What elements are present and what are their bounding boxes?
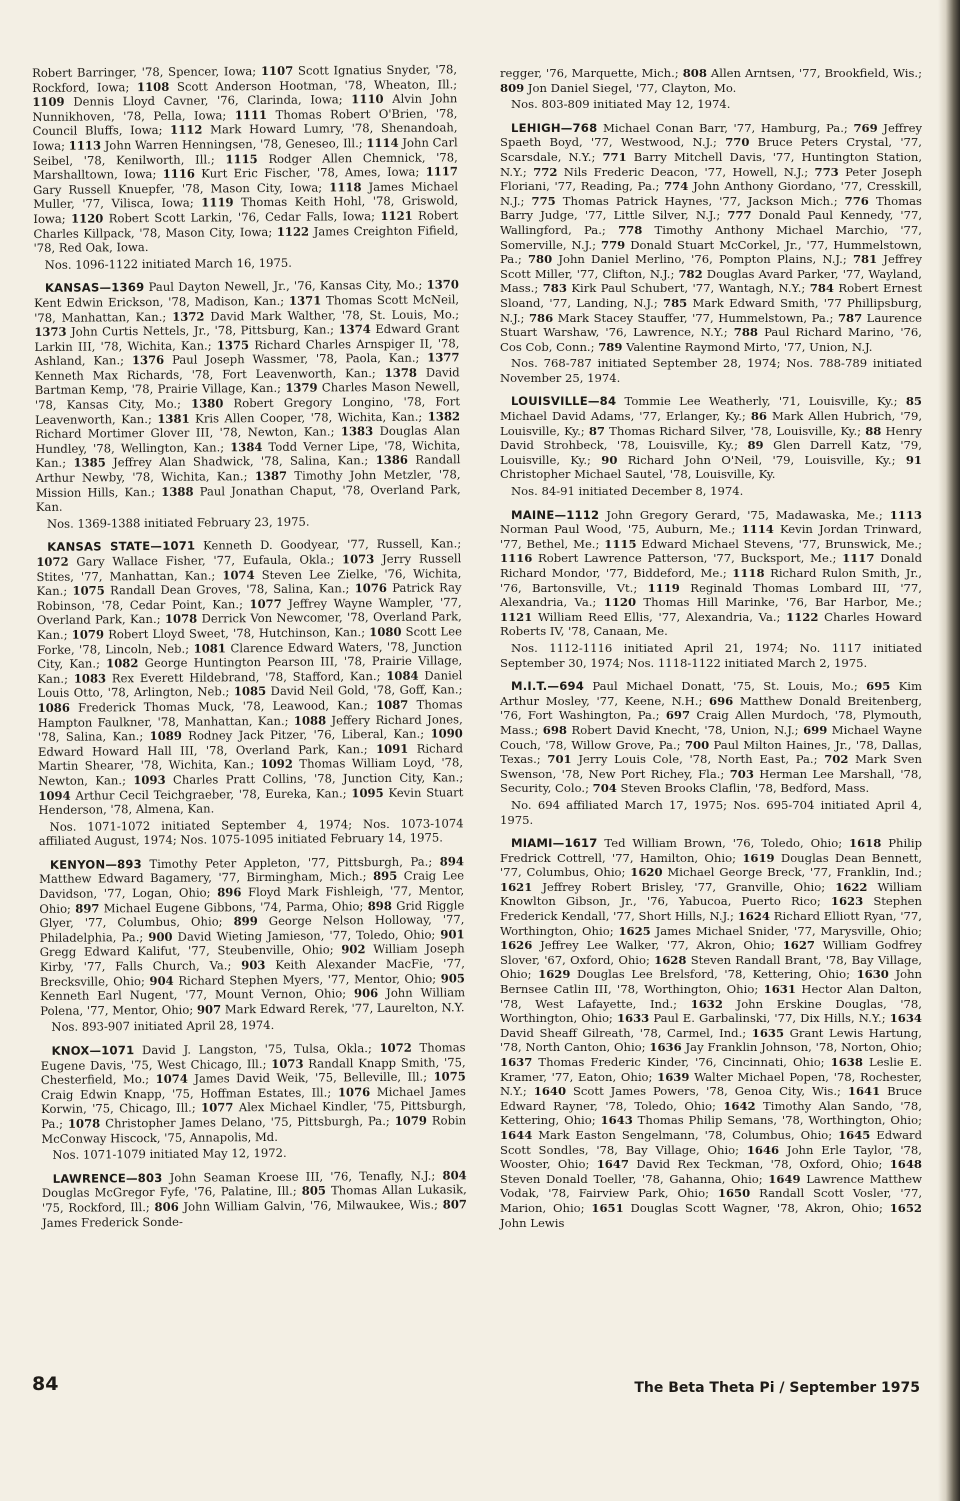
chapter-entry: KANSAS—1369 Paul Dayton Newell, Jr., '76, Kansas City, Mo.; 1370 Kent Edwin Erickson, '78, Madison, Kan.; 1371 Thomas Scott McNeil, '78, Manhattan, Kan.; 1372 David Mark Walther, '78, St. Louis, Mo.; 1373 John Curtis Nettels, Jr., '78, Pittsburg, Kan.; 1374 Edward Grant Larkin III, '78, Wichita, Kan.; 1375 Richard Charles Arnspiger II, '78, Ashland, Kan.; 1376 Paul Joseph Wassmer, '78, Paola, Kan.; 1377 Kenneth Max Richards, '78, Fort Leavenworth, Kan.; 1378 David Bartman Kemp, '78, Prairie Village, Kan.; 1379 Charles Mason Newell, '78, Kansas City, Mo.; 1380 Robert Gregory Longino, '78, Fort Leavenworth, Kan.; 1381 Kris Allen Cooper, '78, Wichita, Kan.; 1382 Richard Mortimer Glover III, '78, Newton, Kan.; 1383 Douglas Alan Hundley, '78, Wellington, Kan.; 1384 Todd Verner Lipe, '78, Wichita, Kan.; 1385 Jeffrey Alan Shadwick, '78, Salina, Kan.; 1386 Randall Arthur Newby, '78, Wichita, Kan.; 1387 Timothy John Metzler, '78, Mission Hills, Kan.; 1388 Paul Jonathan Chaput, '78, Overland Park, Kan. xyxy=(34,277,461,515)
member-number: 1114 xyxy=(741,522,774,537)
chapter-entry: KNOX—1071 David J. Langston, '75, Tulsa, Okla.; 1072 Thomas Eugene Davis, '75, West Chicago, Ill.; 1073 Randall Knapp Smith, '75, Chesterfield, Mo.; 1074 James David Weik, '75, Belleville, Ill.; 1075 Craig Edwin Knapp, '75, Hoffman Estates, Ill.; 1076 Michael James Korwin, '75, Chicago, Ill.; 1077 Alex Michael Kindler, '75, Pittsburgh, Pa.; 1078 Christopher James Delano, '75, Pittsburgh, Pa.; 1079 Robin McConway Hiscock, '75, Annapolis, Md. xyxy=(40,1040,467,1146)
member-number: 895 xyxy=(372,869,398,884)
member-number: 1625 xyxy=(618,923,651,938)
continued-entry: regger, '76, Marquette, Mich.; 808 Allen Arntsen, '77, Brookfield, Wis.; 809 Jon Daniel Siegel, '77, Clayton, Mo. xyxy=(500,66,922,95)
member-number: 1373 xyxy=(34,324,67,340)
member-number: 771 xyxy=(602,149,627,164)
member-number: 781 xyxy=(852,252,878,267)
member-number: 1116 xyxy=(162,166,196,182)
member-number: 1073 xyxy=(271,1056,304,1071)
member-number: 1380 xyxy=(191,396,224,411)
member-number: 1636 xyxy=(649,1040,682,1055)
member-number: 1627 xyxy=(782,938,815,953)
member-number: 1387 xyxy=(254,468,288,484)
member-number: 1643 xyxy=(600,1113,633,1128)
member-number: 1620 xyxy=(630,865,663,880)
member-number: 85 xyxy=(905,394,922,409)
member-number: 700 xyxy=(684,737,710,752)
initiation-note: Nos. 1071-1079 initiated May 12, 1972. xyxy=(52,1145,287,1163)
member-number: 1386 xyxy=(375,453,409,468)
member-number: 1115 xyxy=(225,151,258,166)
member-number: 773 xyxy=(814,164,839,179)
continued-entry: Robert Barringer, '78, Spencer, Iowa; 1107 Scott Ignatius Snyder, '78, Rockford, Iowa; 1108 Scott Anderson Hootman, '78, Wheaton, Ill.; 1109 Dennis Lloyd Cavner, '76, Clarinda, Iowa; 1110 Alvin John Nunnikhoven, '78, Pella, Iowa; 1111 Thomas Robert O'Brien, '78, Council Bluffs, Iowa; 1112 Mark Howard Lumry, '78, Shenandoah, Iowa; 1113 John Warren Henningsen, '78, Geneseo, Ill.; 1114 John Carl Seibel, '78, Kenilworth, Ill.; 1115 Rodger Allen Chemnick, '78, Marshalltown, Iowa; 1116 Kurt Eric Fischer, '78, Ames, Iowa; 1117 Gary Russell Knuepfer, '78, Mason City, Iowa; 1118 James Michael Muller, '77, Vilisca, Iowa; 1119 Thomas Keith Hohl, '78, Griswold, Iowa; 1120 Robert Scott Larkin, '76, Cedar Falls, Iowa; 1121 Robert Charles Killpack, '78, Mason City, Iowa; 1122 James Creighton Fifield, '78, Red Oak, Iowa. xyxy=(32,62,459,256)
chapter-entry: LEHIGH—768 Michael Conan Barr, '77, Hamburg, Pa.; 769 Jeffrey Spaeth Boyd, '77, Westwood, N.J.; 770 Bruce Peters Crystal, '77, Scarsdale, N.Y.; 771 Barry Mitchell Davis, '77, Huntington Station, N.Y.; 772 Nils Frederic Deacon, '77, Howell, N.J.; 773 Peter Joseph Floriani, '77, Reading, Pa.; 774 John Anthony Giordano, '77, Cresskill, N.J.; 775 Thomas Patrick Haynes, '77, Jackson Mich.; 776 Thomas Barry Judge, '77, Little Silver, N.J.; 777 Donald Paul Kennedy, '77, Wallingford, Pa.; 778 Timothy Anthony Michael Marchio, '77, Somerville, N.J.; 779 Donald Stuart McCorkel, Jr., '77, Hummelstown, Pa.; 780 John Daniel Merlino, '76, Pompton Plains, N.J.; 781 Jeffrey Scott Miller, '77, Clifton, N.J.; 782 Douglas Avard Parker, '77, Wayland, Mass.; 783 Kirk Paul Schubert, '77, Wantagh, N.Y.; 784 Robert Ernest Sloand, '77, Landing, N.J.; 785 Mark Edward Smith, '77 Phillipsburg, N.J.; 786 Mark Stacey Stauffer, '77, Hummelstown, Pa.; 787 Laurence Stuart Warshaw, '76, Lawrence, N.Y.; 788 Paul Richard Marino, '76, Cos Cob, Conn.; 789 Valentine Raymond Mirto, '77, Union, N.J. xyxy=(500,120,923,354)
member-number: 1080 xyxy=(369,624,402,640)
binding-shadow xyxy=(938,0,960,1501)
chapter-heading: MAINE—1112 xyxy=(511,507,600,522)
member-number: 1079 xyxy=(394,1113,428,1128)
member-number: 698 xyxy=(542,722,567,737)
member-number: 808 xyxy=(682,66,707,80)
member-number: 1083 xyxy=(73,671,107,686)
member-number: 1112 xyxy=(170,122,203,138)
member-number: 899 xyxy=(233,914,258,929)
member-number: 1641 xyxy=(847,1084,881,1099)
chapter-heading: M.I.T.—694 xyxy=(511,679,585,694)
chapter-entry: MAINE—1112 John Gregory Gerard, '75, Madawaska, Me.; 1113 Norman Paul Wood, '75, Auburn, Me.; 1114 Kevin Jordan Trinward, '77, Bethel, Me.; 1115 Edward Michael Stevens, '77, Brunswick, Me.; 1116 Robert Lawrence Patterson, '77, Bucksport, Me.; 1117 Donald Richard Mondor, '77, Biddeford, Me.; 1118 Richard Rulon Smith, Jr., '76, Bartonsville, Vt.; 1119 Reginald Thomas Lombard III, '77, Alexandria, Va.; 1120 Thomas Hill Marinke, '76, Bar Harbor, Me.; 1121 William Reed Ellis, '77, Alexandria, Va.; 1122 Charles Howard Roberts IV, '78, Canaan, Me. xyxy=(500,507,923,639)
member-number: 1376 xyxy=(131,353,165,368)
running-footer: The Beta Theta Pi / September 1975 xyxy=(634,1380,920,1396)
member-number: 1107 xyxy=(260,63,294,79)
member-number: 772 xyxy=(533,164,558,179)
member-number: 1623 xyxy=(830,894,864,909)
member-number: 1084 xyxy=(386,668,419,683)
member-number: 1111 xyxy=(234,107,268,123)
member-number: 1078 xyxy=(164,611,198,627)
member-number: 1074 xyxy=(155,1071,188,1087)
member-number: 1651 xyxy=(591,1200,624,1215)
member-number: 907 xyxy=(196,1002,222,1017)
left-column xyxy=(32,62,467,1232)
member-number: 807 xyxy=(442,1197,468,1212)
member-number: 1382 xyxy=(427,408,461,424)
member-number: 1622 xyxy=(835,879,868,894)
member-number: 1639 xyxy=(657,1069,690,1084)
member-number: 1378 xyxy=(384,365,417,380)
chapter-heading: KNOX—1071 xyxy=(51,1043,135,1058)
member-number: 1629 xyxy=(538,967,571,982)
member-number: 1108 xyxy=(136,79,170,94)
member-number: 1086 xyxy=(37,700,70,715)
member-number: 91 xyxy=(905,452,922,467)
member-number: 778 xyxy=(618,222,643,237)
member-number: 1122 xyxy=(276,224,310,239)
member-number: 1110 xyxy=(351,92,384,107)
member-number: 769 xyxy=(853,120,878,135)
member-number: 779 xyxy=(601,237,626,252)
member-number: 1621 xyxy=(500,879,533,894)
initiation-note: Nos. 803-809 initiated May 12, 1974. xyxy=(511,97,731,112)
chapter-heading: KENYON—893 xyxy=(49,856,142,872)
member-number: 1113 xyxy=(889,507,922,522)
member-number: 90 xyxy=(601,452,618,467)
member-number: 1094 xyxy=(38,788,71,803)
member-number: 782 xyxy=(678,266,703,281)
chapter-heading: KANSAS—1369 xyxy=(44,280,145,296)
member-number: 695 xyxy=(866,679,891,694)
initiation-note: Nos. 84-91 initiated December 8, 1974. xyxy=(511,484,744,499)
member-number: 906 xyxy=(353,986,379,1001)
member-number: 804 xyxy=(442,1167,467,1183)
member-number: 774 xyxy=(664,179,689,194)
member-number: 1385 xyxy=(73,455,106,471)
member-number: 1118 xyxy=(329,179,362,195)
member-number: 1095 xyxy=(351,785,384,800)
page-number: 84 xyxy=(32,1373,59,1395)
member-number: 1630 xyxy=(856,967,889,982)
member-number: 1374 xyxy=(338,322,371,337)
member-number: 1635 xyxy=(751,1025,785,1040)
member-number: 1117 xyxy=(425,164,458,179)
member-number: 1082 xyxy=(106,656,139,671)
member-number: 1632 xyxy=(690,996,723,1011)
member-number: 902 xyxy=(341,942,366,957)
member-number: 1073 xyxy=(341,552,375,567)
member-number: 904 xyxy=(149,973,174,988)
member-number: 784 xyxy=(809,281,834,296)
member-number: 1085 xyxy=(233,684,267,699)
member-number: 1075 xyxy=(433,1069,466,1084)
member-number: 1618 xyxy=(849,836,882,851)
member-number: 775 xyxy=(531,193,556,208)
member-number: 1644 xyxy=(500,1127,533,1142)
member-number: 1078 xyxy=(67,1116,101,1131)
member-number: 1633 xyxy=(616,1011,650,1026)
member-number: 1114 xyxy=(366,135,399,151)
member-number: 1081 xyxy=(193,640,226,656)
member-number: 703 xyxy=(729,766,754,781)
member-number: 1077 xyxy=(249,596,282,611)
member-number: 1375 xyxy=(216,337,250,353)
member-number: 696 xyxy=(709,693,734,708)
member-number: 1120 xyxy=(71,211,104,226)
member-number: 894 xyxy=(439,854,465,869)
member-number: 1077 xyxy=(201,1100,234,1115)
member-number: 1631 xyxy=(763,982,796,997)
member-number: 1642 xyxy=(723,1098,756,1113)
initiation-note: No. 694 affiliated March 17, 1975; Nos. 695-704 initiated April 4, 1975. xyxy=(500,797,922,827)
member-number: 776 xyxy=(844,193,869,208)
member-number: 1117 xyxy=(842,551,875,566)
member-number: 1637 xyxy=(500,1055,533,1069)
member-number: 1626 xyxy=(500,938,533,953)
member-number: 1372 xyxy=(172,309,205,324)
member-number: 1091 xyxy=(375,741,409,756)
member-number: 789 xyxy=(598,339,623,354)
member-number: 1640 xyxy=(533,1084,567,1099)
member-number: 1075 xyxy=(72,583,105,598)
member-number: 87 xyxy=(588,423,605,438)
member-number: 1634 xyxy=(889,1011,922,1026)
member-number: 1384 xyxy=(230,439,263,455)
chapter-heading: KANSAS STATE—1071 xyxy=(47,539,196,555)
initiation-note: Nos. 1112-1116 initiated April 21, 1974; No. 1117 initiated September 30, 1974; Nos. 1118-1122 initiated March 2, 1975. xyxy=(500,640,922,670)
member-number: 806 xyxy=(154,1199,179,1214)
member-number: 787 xyxy=(837,310,863,325)
member-number: 1379 xyxy=(285,380,318,396)
member-number: 699 xyxy=(803,722,828,737)
member-number: 1370 xyxy=(426,277,459,292)
member-number: 1377 xyxy=(427,350,460,365)
member-number: 1076 xyxy=(337,1084,371,1100)
chapter-entry: MIAMI—1617 Ted William Brown, '76, Toledo, Ohio; 1618 Philip Fredrick Cottrell, '77, Hamilton, Ohio; 1619 Douglas Dean Bennett, '77, Columbus, Ohio; 1620 Michael George Breck, '77, Franklin, Ind.; 1621 Jeffrey Robert Brisley, '77, Granville, Ohio; 1622 William Knowlton Gibson, Jr., '76, Yabucoa, Puerto Rico; 1623 Stephen Frederick Kendall, '77, Short Hills, N.J.; 1624 Richard Elliott Ryan, '77, Worthington, Ohio; 1625 James Michael Snider, '77, Marysville, Ohio; 1626 Jeffrey Lee Walker, '77, Akron, Ohio; 1627 William Godfrey Slover, '67, Oxford, Ohio; 1628 Steven Randall Brant, '78, Bay Village, Ohio; 1629 Douglas Lee Brelsford, '78, Kettering, Ohio; 1630 John Bernsee Catlin III, '78, Worthington, Ohio; 1631 Hector Alan Dalton, '78, West Lafayette, Ind.; 1632 John Erskine Douglas, '78, Worthington, Ohio; 1633 Paul E. Garbalinski, '77, Dix Hills, N.Y.; 1634 David Sheaff Gilreath, '78, Carmel, Ind.; 1635 Grant Lewis Hartung, '78, North Canton, Ohio; 1636 Jay Franklin Johnson, '78, Norton, Ohio; 1637 Thomas Frederic Kinder, '76, Cincinnati, Ohio; 1638 Leslie E. Kramer, '77, Eaton, Ohio; 1639 Walter Michael Popen, '78, Rochester, N.Y.; 1640 Scott James Powers, '78, Genoa City, Wis.; 1641 Bruce Edward Rayner, '78, Toledo, Ohio; 1642 Timothy Alan Sando, '78, Kettering, Ohio; 1643 Thomas Philip Semans, '78, Worthington, Ohio; 1644 Mark Easton Sengelmann, '78, Columbus, Ohio; 1645 Edward Scott Sondles, '78, Bay Village, Ohio; 1646 John Erle Taylor, '78, Wooster, Ohio; 1647 David Rex Teckman, '78, Oxford, Ohio; 1648 Steven Donald Toeller, '78, Gahanna, Ohio; 1649 Lawrence Matthew Vodak, '78, Fairview Park, Ohio; 1650 Randall Scott Vosler, '77, Marion, Ohio; 1651 Douglas Scott Wagner, '78, Akron, Ohio; 1652 John Lewis xyxy=(500,836,923,1230)
member-number: 780 xyxy=(527,252,553,267)
member-number: 786 xyxy=(528,310,554,325)
member-number: 777 xyxy=(727,208,752,223)
member-number: 1371 xyxy=(288,293,322,308)
member-number: 701 xyxy=(547,752,572,767)
chapter-heading: LAWRENCE—803 xyxy=(52,1170,163,1186)
right-column xyxy=(500,66,922,1232)
member-number: 783 xyxy=(542,281,567,296)
member-number: 1113 xyxy=(68,138,102,153)
member-number: 1088 xyxy=(293,712,327,728)
chapter-heading: LOUISVILLE—84 xyxy=(511,394,617,409)
member-number: 1079 xyxy=(71,627,105,642)
initiation-note: Nos. 768-787 initiated September 28, 1974; Nos. 788-789 initiated November 25, 1974. xyxy=(500,356,922,385)
member-number: 1087 xyxy=(376,697,409,712)
member-number: 1109 xyxy=(32,94,65,110)
initiation-note: Nos. 1369-1388 initiated February 23, 1975. xyxy=(46,514,310,531)
member-number: 704 xyxy=(592,781,617,796)
chapter-entry: M.I.T.—694 Paul Michael Donatt, '75, St. Louis, Mo.; 695 Kim Arthur Mosley, '77, Keene, N.H.; 696 Matthew Donald Breitenberg, '76, Fort Washington, Pa.; 697 Craig Allen Murdoch, '78, Plymouth, Mass.; 698 Robert David Knecht, '78, Union, N.J.; 699 Michael Wayne Couch, '78, Willow Grove, Pa.; 700 Paul Milton Haines, Jr., '78, Dallas, Texas.; 701 Jerry Louis Cole, '78, North East, Pa.; 702 Mark Sven Swenson, '78, New Port Richey, Fla.; 703 Herman Lee Marshall, '78, Security, Colo.; 704 Steven Brooks Claflin, '78, Bedford, Mass. xyxy=(500,679,923,796)
member-number: 1645 xyxy=(838,1127,871,1142)
member-number: 897 xyxy=(75,901,100,916)
chapter-heading: MIAMI—1617 xyxy=(511,836,598,851)
member-number: 903 xyxy=(241,958,266,973)
member-number: 1122 xyxy=(786,609,819,624)
chapter-entry: LOUISVILLE—84 Tommie Lee Weatherly, '71, Louisville, Ky.; 85 Michael David Adams, '77, Erlanger, Ky.; 86 Mark Allen Hubrich, '79, Louisville, Ky.; 87 Thomas Richard Silver, '78, Louisville, Ky.; 88 Henry David Strohbeck, '78, Louisville, Ky.; 89 Glen Darrell Katz, '79, Louisville, Ky.; 90 Richard John O'Neil, '79, Louisville, Ky.; 91 Christopher Michael Sautel, '78, Louisville, Ky. xyxy=(500,394,923,482)
member-number: 1624 xyxy=(737,909,770,924)
member-number: 1649 xyxy=(768,1171,801,1186)
member-number: 785 xyxy=(663,295,688,310)
member-number: 1650 xyxy=(717,1186,751,1201)
member-number: 1120 xyxy=(603,595,637,610)
chapter-entry: KANSAS STATE—1071 Kenneth D. Goodyear, '77, Russell, Kan.; 1072 Gary Wallace Fisher, '77, Eufaula, Okla.; 1073 Jerry Russell Stites, '77, Manhattan, Kan.; 1074 Steven Lee Zielke, '76, Wichita, Kan.; 1075 Randall Dean Groves, '78, Salina, Kan.; 1076 Patrick Ray Robinson, '78, Cedar Point, Kan.; 1077 Jeffrey Wayne Wampler, '77, Overland Park, Kan.; 1078 Derrick Von Newcomer, '78, Overland Park, Kan.; 1079 Robert Lloyd Sweet, '78, Hutchinson, Kan.; 1080 Scott Lee Forke, '78, Lincoln, Neb.; 1081 Clarence Edward Waters, '78, Junction City, Kan.; 1082 George Huntington Pearson III, '78, Prairie Village, Kan.; 1083 Rex Everett Hildebrand, '78, Stafford, Kan.; 1084 Daniel Louis Otto, '78, Arlington, Neb.; 1085 David Neil Gold, '78, Goff, Kan.; 1086 Frederick Thomas Muck, '78, Leawood, Kan.; 1087 Thomas Hampton Faulkner, '78, Manhattan, Kan.; 1088 Jeffery Richard Jones, '78, Salina, Kan.; 1089 Rodney Jack Pitzer, '76, Liberal, Kan.; 1090 Edward Howard Hall III, '78, Overland Park, Kan.; 1091 Richard Martin Shearer, '78, Wichita, Kan.; 1092 Thomas William Loyd, '78, Newton, Kan.; 1093 Charles Pratt Collins, '78, Junction City, Kan.; 1094 Arthur Cecil Teichgraeber, '78, Eureka, Kan.; 1095 Kevin Stuart Henderson, '78, Almena, Kan. xyxy=(36,536,464,818)
member-number: 1119 xyxy=(647,580,680,595)
member-number: 905 xyxy=(440,970,466,986)
member-number: 1381 xyxy=(157,411,190,426)
member-number: 697 xyxy=(665,708,691,723)
member-number: 89 xyxy=(747,438,764,453)
member-number: 901 xyxy=(440,927,465,942)
member-number: 88 xyxy=(865,423,882,438)
member-number: 1647 xyxy=(596,1157,630,1172)
member-number: 1118 xyxy=(732,566,765,580)
chapter-entry: KENYON—893 Timothy Peter Appleton, '77, Pittsburgh, Pa.; 894 Matthew Edward Bagamery, '77, Birmingham, Mich.; 895 Craig Lee Davidson, '77, Logan, Ohio; 896 Floyd Mark Fishleigh, '77, Mentor, Ohio; 897 Michael Eugene Gibbons, '74, Parma, Ohio; 898 Grid Riggle Glyer, '77, Columbus, Ohio; 899 George Nelson Holloway, '77, Philadelphia, Pa.; 900 David Wieting Jamieson, '77, Toledo, Ohio; 901 Gregg Edward Kalifut, '77, Steubenville, Ohio; 902 William Joseph Kirby, '77, Falls Church, Va.; 903 Keith Alexander MacFie, '77, Brecksville, Ohio; 904 Richard Stephen Myers, '77, Mentor, Ohio; 905 Kenneth Earl Nugent, '77, Mount Vernon, Ohio; 906 John William Polena, '77, Mentor, Ohio; 907 Mark Edward Rerek, '77, Laurelton, N.Y. xyxy=(39,854,466,1018)
chapter-entry: LAWRENCE—803 John Seaman Kroese III, '76, Tenafly, N.J.; 804 Douglas McGregor Fyfe, '76, Palatine, Ill.; 805 Thomas Allan Lukasik, '75, Rockford, Ill.; 806 John William Galvin, '76, Milwaukee, Wis.; 807 James Frederick Sonde- xyxy=(41,1167,468,1230)
member-number: 1093 xyxy=(133,772,166,788)
member-number: 1646 xyxy=(746,1142,780,1157)
member-number: 896 xyxy=(217,885,242,900)
member-number: 1652 xyxy=(889,1200,922,1215)
member-number: 86 xyxy=(750,409,767,424)
member-number: 1383 xyxy=(340,424,374,439)
member-number: 1072 xyxy=(379,1040,412,1056)
member-number: 898 xyxy=(367,898,392,913)
member-number: 1638 xyxy=(830,1055,863,1069)
member-number: 1119 xyxy=(201,195,234,210)
member-number: 1092 xyxy=(260,757,293,772)
initiation-note: Nos. 1096-1122 initiated March 16, 1975. xyxy=(44,255,292,272)
member-number: 1089 xyxy=(149,728,182,744)
member-number: 900 xyxy=(148,929,173,944)
member-number: 1388 xyxy=(161,484,194,499)
member-number: 702 xyxy=(824,752,849,767)
member-number: 1121 xyxy=(380,208,413,223)
member-number: 1619 xyxy=(742,850,775,865)
member-number: 1116 xyxy=(500,551,533,566)
member-number: 1121 xyxy=(500,609,533,624)
member-number: 1628 xyxy=(654,952,687,967)
member-number: 809 xyxy=(500,80,525,95)
member-number: 805 xyxy=(301,1183,327,1199)
initiation-note: Nos. 893-907 initiated April 28, 1974. xyxy=(51,1018,275,1035)
member-number: 1072 xyxy=(36,554,69,569)
member-number: 788 xyxy=(733,325,758,340)
member-number: 1090 xyxy=(430,726,463,741)
member-number: 770 xyxy=(725,135,750,150)
member-number: 1076 xyxy=(354,581,388,596)
initiation-note: Nos. 1071-1072 initiated September 4, 1974; Nos. 1073-1074 affiliated August, 1974; Nos. 1075-1095 initiated February 14, 1975. xyxy=(38,815,464,849)
member-number: 1115 xyxy=(604,536,637,551)
member-number: 1074 xyxy=(222,567,255,582)
member-number: 1648 xyxy=(889,1157,922,1172)
chapter-heading: LEHIGH—768 xyxy=(511,120,598,135)
